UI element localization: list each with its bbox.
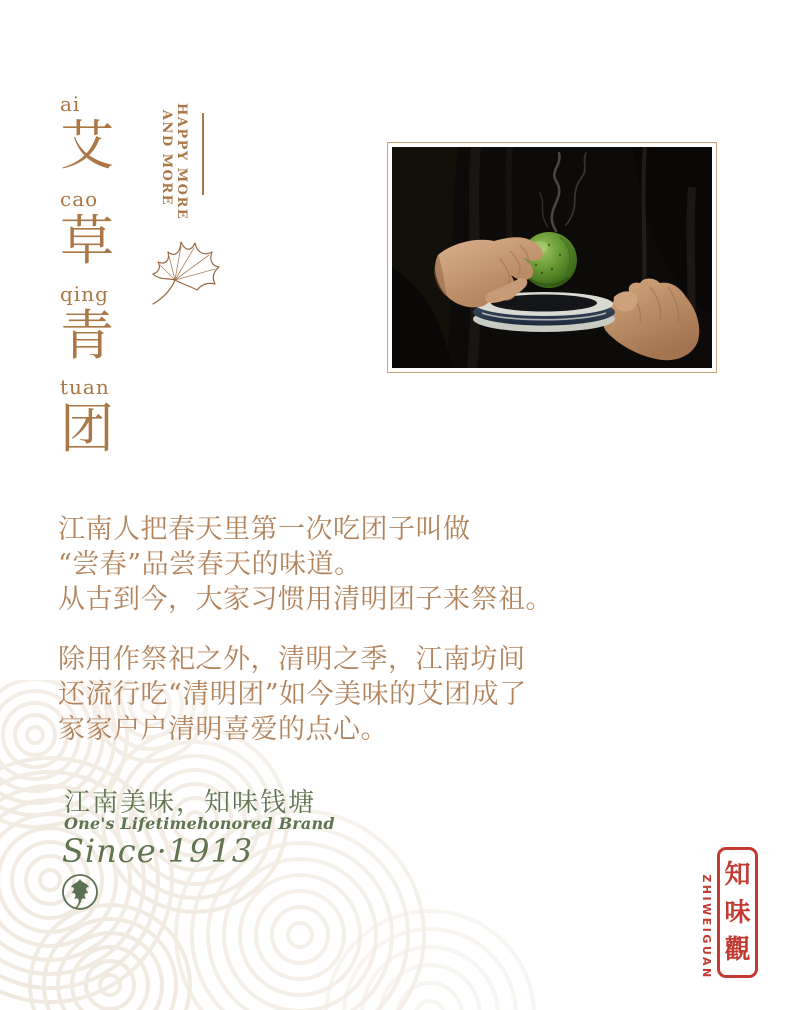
paragraph-line: 还流行吃“清明团”如今美味的艾团成了 xyxy=(58,679,527,710)
seal-character: 味 xyxy=(724,897,751,928)
title-char: 草 xyxy=(60,209,114,272)
paragraph-line: “尝春”品尝春天的味道。 xyxy=(58,549,362,580)
title-pinyin: tuan xyxy=(60,375,110,399)
title-char-group-tuan xyxy=(60,377,180,459)
brand-since: Since·1913 xyxy=(62,832,254,870)
paragraph-line: 家家户户清明喜爱的点心。 xyxy=(58,714,388,745)
paragraph-line: 江南人把春天里第一次吃团子叫做 xyxy=(58,514,471,545)
story-paragraph-2 xyxy=(58,642,558,747)
title-pinyin: qing xyxy=(60,282,109,306)
tagline-line1: HAPPY MORE xyxy=(174,103,189,221)
brand-leaf-logo-icon xyxy=(60,872,100,912)
seal-character: 知 xyxy=(724,859,751,890)
title-char: 青 xyxy=(60,304,114,367)
title-pinyin: cao xyxy=(60,187,99,211)
seal-romanization: ZHIWEIGUAN xyxy=(700,874,713,980)
tagline-line2: AND MORE xyxy=(159,109,174,207)
product-photo xyxy=(392,147,712,368)
brand-slogan-chinese: 江南美味，知味钱塘 xyxy=(64,788,317,818)
tagline-english xyxy=(159,103,189,221)
mugwort-leaf-sketch-icon xyxy=(145,228,225,310)
paragraph-line: 从古到今，大家习惯用清明团子来祭祖。 xyxy=(58,584,553,615)
brand-slogan-english: One's Lifetimehonored Brand xyxy=(64,814,335,833)
brand-seal xyxy=(717,847,758,978)
tagline-divider-line xyxy=(202,113,204,195)
story-paragraph-1 xyxy=(58,512,558,617)
title-char: 艾 xyxy=(60,114,114,177)
title-pinyin: ai xyxy=(60,92,81,116)
paragraph-line: 除用作祭祀之外，清明之季，江南坊间 xyxy=(58,644,526,675)
product-photo-frame xyxy=(387,142,717,373)
title-char: 团 xyxy=(60,397,114,460)
seal-character: 觀 xyxy=(724,935,751,966)
